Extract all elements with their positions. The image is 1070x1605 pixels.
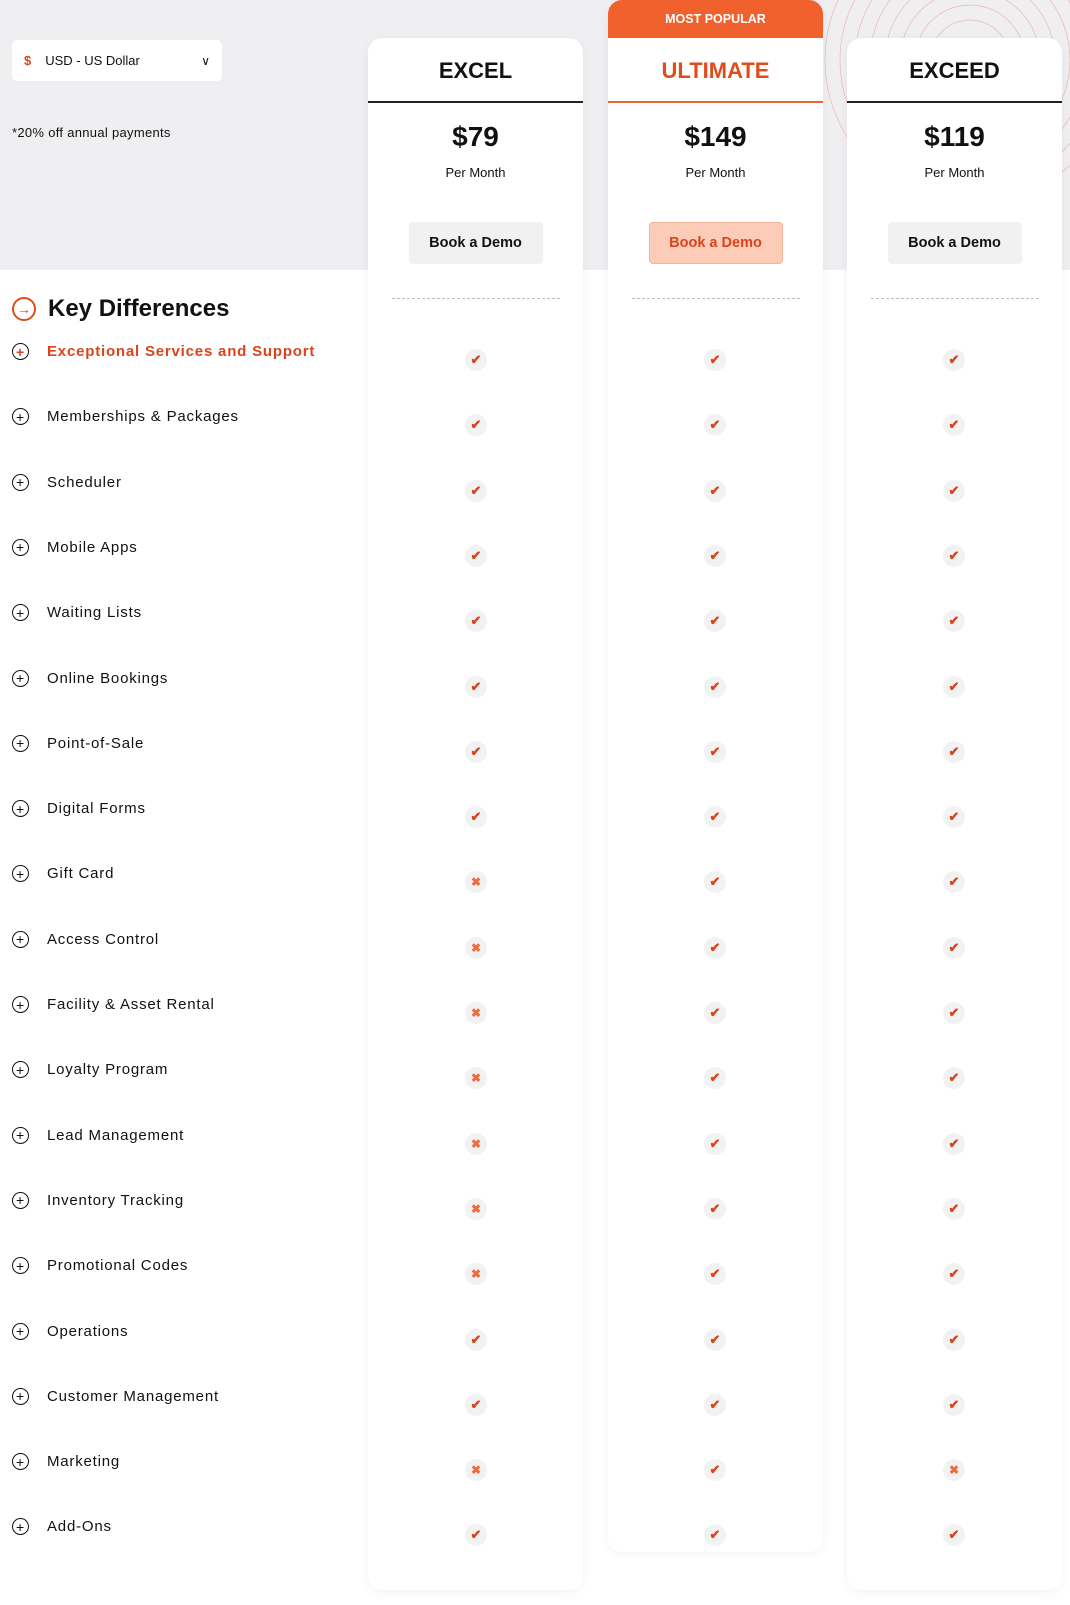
feature-row[interactable]: [12, 604, 142, 621]
check-icon: ✔: [704, 1394, 726, 1416]
feature-row[interactable]: [12, 1323, 128, 1340]
expand-plus-icon[interactable]: +: [12, 1127, 29, 1144]
feature-row[interactable]: [12, 735, 144, 752]
expand-plus-icon[interactable]: +: [12, 996, 29, 1013]
check-icon: ✔: [943, 676, 965, 698]
feature-label: Promotional Codes: [47, 1257, 189, 1275]
book-demo-button[interactable]: Book a Demo: [649, 222, 783, 264]
check-icon: ✔: [704, 414, 726, 436]
cross-icon: ✖: [465, 1459, 487, 1481]
book-demo-button[interactable]: Book a Demo: [409, 222, 543, 264]
plan-name: EXCEED: [847, 38, 1062, 103]
check-icon: ✔: [943, 1394, 965, 1416]
feature-row[interactable]: [12, 996, 215, 1013]
feature-label: Access Control: [47, 930, 160, 948]
check-icon: ✔: [704, 480, 726, 502]
divider: [871, 298, 1039, 299]
feature-row[interactable]: [12, 670, 168, 687]
expand-plus-icon[interactable]: +: [12, 735, 29, 752]
feature-row[interactable]: [12, 1257, 188, 1274]
check-icon: ✔: [943, 1198, 965, 1220]
check-icon: ✔: [465, 1329, 487, 1351]
check-icon: ✔: [704, 676, 726, 698]
check-icon: ✔: [465, 349, 487, 371]
feature-row[interactable]: [12, 343, 315, 360]
expand-plus-icon[interactable]: +: [12, 604, 29, 621]
expand-plus-icon[interactable]: +: [12, 865, 29, 882]
check-icon: ✔: [465, 1524, 487, 1546]
feature-label: Digital Forms: [47, 800, 146, 818]
check-icon: ✔: [704, 349, 726, 371]
feature-row[interactable]: [12, 800, 146, 817]
check-icon: ✔: [943, 610, 965, 632]
check-icon: ✔: [943, 1524, 965, 1546]
cross-icon: ✖: [465, 937, 487, 959]
currency-select[interactable]: [12, 40, 222, 81]
feature-label: Waiting Lists: [47, 604, 142, 622]
check-icon: ✔: [704, 806, 726, 828]
check-icon: ✔: [943, 937, 965, 959]
plan-card-ultimate: [608, 0, 823, 1552]
expand-plus-icon[interactable]: +: [12, 1518, 29, 1535]
feature-label: Loyalty Program: [47, 1061, 169, 1079]
check-icon: ✔: [465, 414, 487, 436]
feature-label: Customer Management: [47, 1387, 219, 1405]
check-icon: ✔: [704, 741, 726, 763]
check-icon: ✔: [704, 545, 726, 567]
check-icon: ✔: [704, 937, 726, 959]
plan-price: $149: [684, 121, 747, 152]
feature-label: Scheduler: [47, 473, 122, 491]
check-icon: ✔: [704, 1524, 726, 1546]
feature-row[interactable]: [12, 931, 159, 948]
check-icon: ✔: [943, 349, 965, 371]
expand-plus-icon[interactable]: +: [12, 670, 29, 687]
check-icon: ✔: [704, 1459, 726, 1481]
feature-row[interactable]: [12, 1127, 184, 1144]
chevron-down-icon: ∨: [201, 53, 210, 68]
plan-period: Per Month: [924, 165, 985, 180]
expand-plus-icon[interactable]: +: [12, 1192, 29, 1209]
check-icon: ✔: [465, 480, 487, 502]
check-icon: ✔: [943, 480, 965, 502]
feature-label: Gift Card: [47, 865, 115, 883]
feature-row[interactable]: [12, 1061, 168, 1078]
feature-row[interactable]: [12, 1192, 184, 1209]
feature-row[interactable]: [12, 1453, 120, 1470]
feature-row[interactable]: [12, 1388, 219, 1405]
check-icon: ✔: [943, 545, 965, 567]
check-icon: ✔: [704, 1263, 726, 1285]
check-icon: ✔: [465, 610, 487, 632]
plan-price: $119: [924, 121, 985, 152]
divider: [632, 298, 800, 299]
expand-plus-icon[interactable]: +: [12, 1061, 29, 1078]
feature-label: Lead Management: [47, 1126, 185, 1144]
currency-label: USD - US Dollar: [45, 53, 140, 68]
feature-row[interactable]: [12, 474, 122, 491]
expand-plus-icon[interactable]: +: [12, 539, 29, 556]
expand-plus-icon[interactable]: +: [12, 1323, 29, 1340]
plan-name: EXCEL: [368, 38, 583, 103]
check-icon: ✔: [943, 1133, 965, 1155]
cross-icon: ✖: [465, 871, 487, 893]
feature-label: Facility & Asset Rental: [47, 996, 215, 1013]
cross-icon: ✖: [465, 1002, 487, 1024]
feature-label: Add-Ons: [47, 1518, 112, 1536]
feature-label: Memberships & Packages: [47, 408, 239, 426]
cross-icon: ✖: [465, 1198, 487, 1220]
check-icon: ✔: [943, 1002, 965, 1024]
expand-plus-icon[interactable]: +: [12, 1388, 29, 1405]
arrow-right-circle-icon: →: [12, 297, 36, 321]
feature-label: Online Bookings: [47, 669, 169, 687]
check-icon: ✔: [943, 1329, 965, 1351]
book-demo-button[interactable]: Book a Demo: [888, 222, 1022, 264]
check-icon: ✔: [943, 741, 965, 763]
check-icon: ✔: [465, 741, 487, 763]
divider: [392, 298, 560, 299]
check-icon: ✔: [704, 1067, 726, 1089]
dollar-icon: $: [24, 53, 32, 68]
expand-plus-icon[interactable]: +: [12, 1453, 29, 1470]
feature-label: Exceptional Services and Support: [47, 343, 316, 360]
check-icon: ✔: [943, 414, 965, 436]
expand-plus-icon[interactable]: +: [12, 343, 29, 360]
expand-plus-icon[interactable]: +: [12, 931, 29, 948]
most-popular-badge: MOST POPULAR: [608, 0, 823, 38]
check-icon: ✔: [943, 806, 965, 828]
plan-name: ULTIMATE: [608, 38, 823, 103]
check-icon: ✔: [704, 1329, 726, 1351]
check-icon: ✔: [704, 1198, 726, 1220]
plan-price: $79: [452, 121, 499, 152]
expand-plus-icon[interactable]: +: [12, 800, 29, 817]
check-icon: ✔: [704, 610, 726, 632]
check-icon: ✔: [704, 871, 726, 893]
feature-label: Marketing: [47, 1453, 121, 1471]
feature-label: Operations: [47, 1322, 129, 1340]
section-heading: [12, 295, 229, 323]
check-icon: ✔: [465, 806, 487, 828]
annual-discount-note: *20% off annual payments: [12, 125, 171, 140]
check-icon: ✔: [465, 676, 487, 698]
check-icon: ✔: [704, 1133, 726, 1155]
check-icon: ✔: [943, 1263, 965, 1285]
plan-period: Per Month: [685, 165, 746, 180]
expand-plus-icon[interactable]: +: [12, 408, 29, 425]
check-icon: ✔: [465, 545, 487, 567]
feature-row[interactable]: [12, 1518, 112, 1535]
check-icon: ✔: [704, 1002, 726, 1024]
check-icon: ✔: [943, 1067, 965, 1089]
cross-icon: ✖: [465, 1263, 487, 1285]
cross-icon: ✖: [465, 1067, 487, 1089]
feature-row[interactable]: [12, 539, 138, 556]
expand-plus-icon[interactable]: +: [12, 1257, 29, 1274]
plan-period: Per Month: [445, 165, 506, 180]
expand-plus-icon[interactable]: +: [12, 474, 29, 491]
feature-row[interactable]: [12, 408, 239, 425]
feature-label: Point-of-Sale: [47, 734, 145, 752]
check-icon: ✔: [943, 871, 965, 893]
check-icon: ✔: [465, 1394, 487, 1416]
cross-icon: ✖: [943, 1459, 965, 1481]
cross-icon: ✖: [465, 1133, 487, 1155]
feature-label: Inventory Tracking: [47, 1191, 184, 1209]
section-title: Key Differences: [48, 295, 230, 322]
feature-row[interactable]: [12, 865, 114, 882]
feature-label: Mobile Apps: [47, 538, 138, 556]
